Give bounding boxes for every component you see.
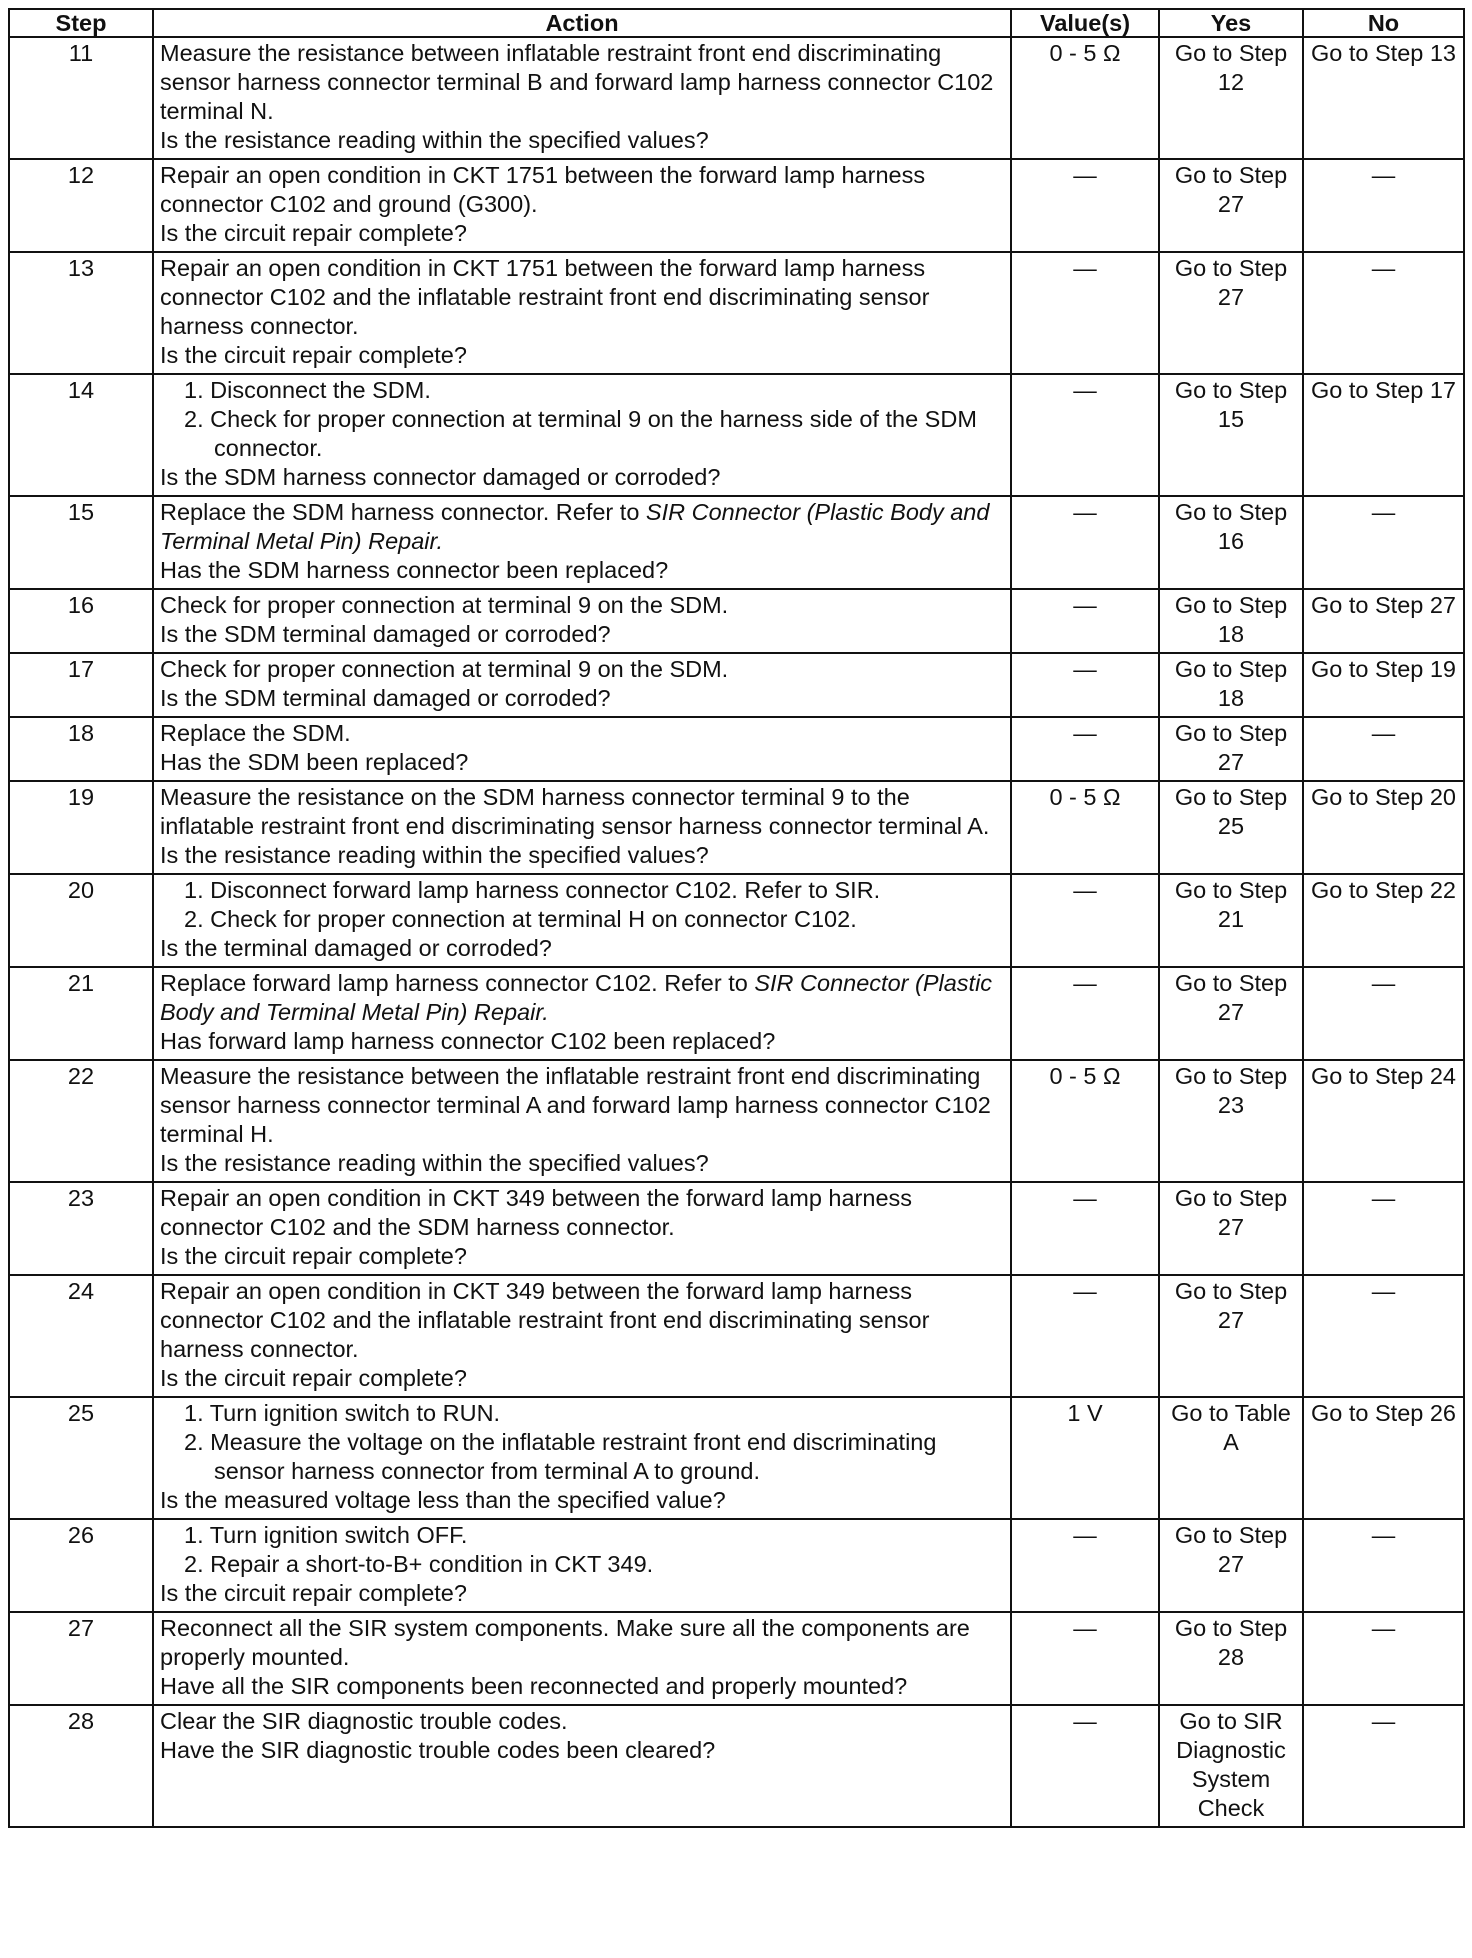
- value-cell: —: [1011, 1182, 1159, 1275]
- action-cell: [153, 1397, 1011, 1519]
- action-steps: [160, 1521, 1004, 1579]
- action-cell: [153, 967, 1011, 1060]
- action-cell: [153, 252, 1011, 374]
- action-question: Is the circuit repair complete?: [160, 1243, 467, 1269]
- action-step: 1. Disconnect the SDM.: [184, 377, 431, 403]
- yes-cell: Go to Step 27: [1159, 1275, 1303, 1397]
- no-cell: Go to Step 26: [1303, 1397, 1464, 1519]
- step-number: 24: [9, 1275, 153, 1397]
- value-cell: —: [1011, 159, 1159, 252]
- step-number: 14: [9, 374, 153, 496]
- action-question: Is the resistance reading within the specified values?: [160, 842, 709, 868]
- action-question: Is the circuit repair complete?: [160, 1580, 467, 1606]
- action-question: Is the circuit repair complete?: [160, 342, 467, 368]
- table-row: [9, 967, 1464, 1060]
- action-question: Have the SIR diagnostic trouble codes been cleared?: [160, 1737, 716, 1763]
- yes-cell: Go to Step 27: [1159, 1519, 1303, 1612]
- header-step: Step: [9, 9, 153, 37]
- action-step: 1. Turn ignition switch to RUN.: [184, 1400, 501, 1426]
- yes-cell: Go to Step 25: [1159, 781, 1303, 874]
- yes-cell: Go to Step 27: [1159, 1182, 1303, 1275]
- table-row: [9, 717, 1464, 781]
- action-question: Is the measured voltage less than the specified value?: [160, 1487, 726, 1513]
- value-cell: —: [1011, 1612, 1159, 1705]
- action-step: 2. Repair a short-to-B+ condition in CKT 349.: [184, 1551, 654, 1577]
- yes-cell: Go to SIR Diagnostic System Check: [1159, 1705, 1303, 1827]
- action-text: Replace the SDM.: [160, 720, 351, 746]
- action-question: Is the SDM terminal damaged or corroded?: [160, 685, 611, 711]
- action-text: Measure the resistance on the SDM harness connector terminal 9 to the inflatable restraint front end discriminating sensor harness connector terminal A.: [160, 784, 990, 839]
- header-no: No: [1303, 9, 1464, 37]
- no-cell: —: [1303, 496, 1464, 589]
- action-steps: [160, 1399, 1004, 1486]
- yes-cell: Go to Step 23: [1159, 1060, 1303, 1182]
- action-cell: [153, 1275, 1011, 1397]
- step-number: 26: [9, 1519, 153, 1612]
- no-cell: Go to Step 27: [1303, 589, 1464, 653]
- table-row: [9, 374, 1464, 496]
- header-values: Value(s): [1011, 9, 1159, 37]
- yes-cell: Go to Step 18: [1159, 653, 1303, 717]
- table-row: [9, 1060, 1464, 1182]
- yes-cell: Go to Step 27: [1159, 967, 1303, 1060]
- action-text: Repair an open condition in CKT 1751 between the forward lamp harness connector C102 and the inflatable restraint front end discriminating sensor harness connector.: [160, 255, 930, 339]
- action-text: Replace forward lamp harness connector C102. Refer to: [160, 970, 748, 996]
- table-row: [9, 1705, 1464, 1827]
- value-cell: 0 - 5 Ω: [1011, 781, 1159, 874]
- action-text: Repair an open condition in CKT 1751 between the forward lamp harness connector C102 and ground (G300).: [160, 162, 926, 217]
- action-text: Check for proper connection at terminal 9 on the SDM.: [160, 656, 729, 682]
- action-cell: [153, 159, 1011, 252]
- step-number: 20: [9, 874, 153, 967]
- table-row: [9, 37, 1464, 159]
- table-row: [9, 1612, 1464, 1705]
- yes-cell: Go to Step 15: [1159, 374, 1303, 496]
- value-cell: —: [1011, 1275, 1159, 1397]
- action-step: 2. Measure the voltage on the inflatable restraint front end discriminating sensor harness connector from terminal A to ground.: [184, 1429, 937, 1484]
- no-cell: —: [1303, 967, 1464, 1060]
- no-cell: Go to Step 17: [1303, 374, 1464, 496]
- step-number: 13: [9, 252, 153, 374]
- action-text: Repair an open condition in CKT 349 between the forward lamp harness connector C102 and the SDM harness connector.: [160, 1185, 913, 1240]
- action-question: Has the SDM harness connector been replaced?: [160, 557, 669, 583]
- step-number: 25: [9, 1397, 153, 1519]
- yes-cell: Go to Step 27: [1159, 252, 1303, 374]
- action-step: 2. Check for proper connection at terminal H on connector C102.: [184, 906, 857, 932]
- step-number: 23: [9, 1182, 153, 1275]
- no-cell: —: [1303, 1519, 1464, 1612]
- action-question: Have all the SIR components been reconnected and properly mounted?: [160, 1673, 908, 1699]
- step-number: 21: [9, 967, 153, 1060]
- action-text: Clear the SIR diagnostic trouble codes.: [160, 1708, 568, 1734]
- table-row: [9, 1519, 1464, 1612]
- action-step: 1. Turn ignition switch OFF.: [184, 1522, 468, 1548]
- table-row: [9, 1182, 1464, 1275]
- no-cell: Go to Step 19: [1303, 653, 1464, 717]
- action-cell: [153, 874, 1011, 967]
- no-cell: —: [1303, 252, 1464, 374]
- table-row: [9, 252, 1464, 374]
- action-question: Is the SDM harness connector damaged or corroded?: [160, 464, 721, 490]
- header-yes: Yes: [1159, 9, 1303, 37]
- action-steps: [160, 876, 1004, 934]
- value-cell: —: [1011, 967, 1159, 1060]
- action-question: Is the circuit repair complete?: [160, 1365, 467, 1391]
- step-number: 11: [9, 37, 153, 159]
- action-text: Measure the resistance between the inflatable restraint front end discriminating sensor harness connector terminal A and forward lamp harness connector C102 terminal H.: [160, 1063, 991, 1147]
- step-number: 12: [9, 159, 153, 252]
- yes-cell: Go to Step 28: [1159, 1612, 1303, 1705]
- value-cell: —: [1011, 496, 1159, 589]
- action-reference: SIR Connector (Plastic Body and Terminal Metal Pin) Repair.: [160, 499, 990, 554]
- diagnostic-table: [8, 8, 1465, 1828]
- yes-cell: Go to Step 12: [1159, 37, 1303, 159]
- yes-cell: Go to Step 18: [1159, 589, 1303, 653]
- table-row: [9, 874, 1464, 967]
- value-cell: —: [1011, 717, 1159, 781]
- step-number: 27: [9, 1612, 153, 1705]
- no-cell: —: [1303, 1705, 1464, 1827]
- value-cell: —: [1011, 653, 1159, 717]
- action-text: Check for proper connection at terminal 9 on the SDM.: [160, 592, 729, 618]
- step-number: 28: [9, 1705, 153, 1827]
- header-row: [9, 9, 1464, 37]
- no-cell: Go to Step 13: [1303, 37, 1464, 159]
- header-action: Action: [153, 9, 1011, 37]
- action-question: Has forward lamp harness connector C102 been replaced?: [160, 1028, 776, 1054]
- action-question: Is the circuit repair complete?: [160, 220, 467, 246]
- action-cell: [153, 1182, 1011, 1275]
- step-number: 22: [9, 1060, 153, 1182]
- value-cell: 0 - 5 Ω: [1011, 37, 1159, 159]
- value-cell: —: [1011, 1519, 1159, 1612]
- yes-cell: Go to Step 27: [1159, 159, 1303, 252]
- value-cell: 0 - 5 Ω: [1011, 1060, 1159, 1182]
- action-step: 2. Check for proper connection at terminal 9 on the harness side of the SDM connector.: [184, 406, 977, 461]
- action-cell: [153, 589, 1011, 653]
- value-cell: —: [1011, 252, 1159, 374]
- yes-cell: Go to Table A: [1159, 1397, 1303, 1519]
- action-question: Is the terminal damaged or corroded?: [160, 935, 552, 961]
- action-reference: SIR Connector (Plastic Body and Terminal Metal Pin) Repair.: [160, 970, 993, 1025]
- value-cell: —: [1011, 874, 1159, 967]
- action-steps: [160, 376, 1004, 463]
- action-cell: [153, 717, 1011, 781]
- yes-cell: Go to Step 27: [1159, 717, 1303, 781]
- step-number: 16: [9, 589, 153, 653]
- action-text: Reconnect all the SIR system components. Make sure all the components are properly mounted.: [160, 1615, 970, 1670]
- step-number: 17: [9, 653, 153, 717]
- action-question: Has the SDM been replaced?: [160, 749, 469, 775]
- action-question: Is the resistance reading within the specified values?: [160, 1150, 709, 1176]
- action-cell: [153, 781, 1011, 874]
- table-row: [9, 496, 1464, 589]
- value-cell: 1 V: [1011, 1397, 1159, 1519]
- table-row: [9, 1275, 1464, 1397]
- table-row: [9, 1397, 1464, 1519]
- no-cell: —: [1303, 159, 1464, 252]
- action-cell: [153, 37, 1011, 159]
- no-cell: Go to Step 22: [1303, 874, 1464, 967]
- step-number: 19: [9, 781, 153, 874]
- no-cell: Go to Step 20: [1303, 781, 1464, 874]
- value-cell: —: [1011, 1705, 1159, 1827]
- action-text: Replace the SDM harness connector. Refer to: [160, 499, 640, 525]
- action-cell: [153, 653, 1011, 717]
- action-cell: [153, 1612, 1011, 1705]
- no-cell: Go to Step 24: [1303, 1060, 1464, 1182]
- action-step: 1. Disconnect forward lamp harness connector C102. Refer to SIR.: [184, 877, 881, 903]
- value-cell: —: [1011, 589, 1159, 653]
- yes-cell: Go to Step 16: [1159, 496, 1303, 589]
- value-cell: —: [1011, 374, 1159, 496]
- step-number: 15: [9, 496, 153, 589]
- action-question: Is the resistance reading within the specified values?: [160, 127, 709, 153]
- no-cell: —: [1303, 1612, 1464, 1705]
- table-row: [9, 781, 1464, 874]
- action-cell: [153, 374, 1011, 496]
- no-cell: —: [1303, 1182, 1464, 1275]
- table-row: [9, 589, 1464, 653]
- yes-cell: Go to Step 21: [1159, 874, 1303, 967]
- action-cell: [153, 1060, 1011, 1182]
- action-cell: [153, 1705, 1011, 1827]
- no-cell: —: [1303, 717, 1464, 781]
- no-cell: —: [1303, 1275, 1464, 1397]
- table-row: [9, 653, 1464, 717]
- table-body: [9, 37, 1464, 1827]
- action-cell: [153, 1519, 1011, 1612]
- action-text: Measure the resistance between inflatable restraint front end discriminating sensor harness connector terminal B and forward lamp harness connector C102 terminal N.: [160, 40, 994, 124]
- table-row: [9, 159, 1464, 252]
- action-cell: [153, 496, 1011, 589]
- action-question: Is the SDM terminal damaged or corroded?: [160, 621, 611, 647]
- step-number: 18: [9, 717, 153, 781]
- action-text: Repair an open condition in CKT 349 between the forward lamp harness connector C102 and the inflatable restraint front end discriminating sensor harness connector.: [160, 1278, 930, 1362]
